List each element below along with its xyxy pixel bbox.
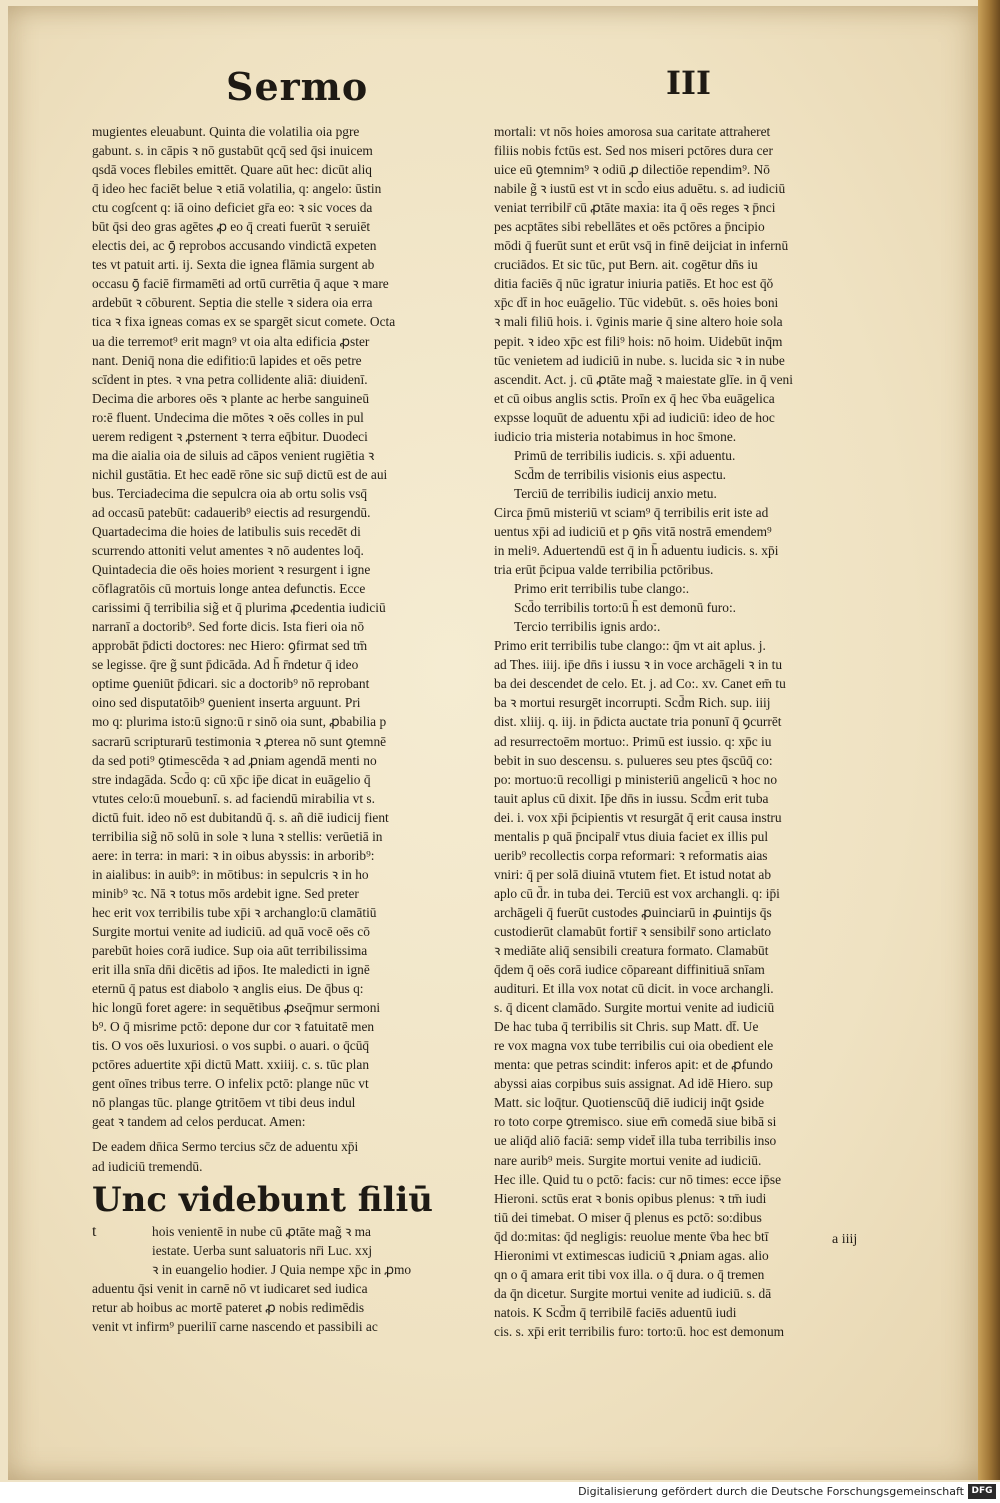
incipit-text: iestate. Uerba sunt saluatoris nr̄i Luc. xxj — [152, 1242, 373, 1258]
text-line: Hieronimi vt extimescas iudiciū ꝛ ꝓniam agas. alio — [494, 1247, 769, 1263]
text-line: abyssi aias corpibus suis assignat. Ad idē Hiero. sup — [494, 1076, 773, 1092]
text-line: gent oīnes tribus terre. O infelix pctō: plange nūc vt — [92, 1076, 369, 1092]
folio-number: III — [666, 64, 711, 102]
text-line: uice eū ꝯtemnim⁹ ꝛ odiū ꝓ dilectiōe rependim⁹. Nō — [494, 162, 770, 178]
right-column-text-a — [494, 122, 882, 446]
text-line: nabile g̃ ꝛ iustū est vt in scd̄o eius aduētu. s. ad iudiciū — [494, 181, 786, 197]
incipit-line — [92, 1260, 476, 1279]
text-line: ditia faciēs q̄ nūc igratur iniuria patiēs. Et hoc est q̄ŏ — [494, 276, 774, 292]
text-line: ardebūt ꝛ cōburent. Septia die stelle ꝛ sidera oia erra — [92, 295, 373, 311]
text-line: hic longū foret agere: in sequētibus ꝓseq̄mur sermoni — [92, 1000, 381, 1016]
incipit-line — [92, 1241, 476, 1260]
guide-letter: t — [92, 1222, 97, 1240]
text-line: dist. xliij. q. iij. in p̄dicta auctate tria ponunī q̄ ꝯcurrēt — [494, 714, 782, 730]
text-line: da q̄n dicetur. Surgite mortui venite ad iudiciū. s. dā — [494, 1285, 772, 1301]
text-line: dictū fuit. ideo nō est dubitandū q̄. s. añ diē iudicij fient — [92, 809, 389, 825]
text-line: ua die terremot⁹ erit magn⁹ vt oia alta edificia ꝓster — [92, 333, 370, 349]
text-line: cruciādos. Et sic tūc, put Bern. ait. cogētur dn̄s iu — [494, 257, 758, 273]
text-line: erit illa snīa dn̄i dicētis ad ip̄os. Ite maledicti in ignē — [92, 962, 370, 978]
text-line: vniri: q̄ per solā diuinā vtutem fiet. Et istud notat ab — [494, 866, 772, 882]
text-line: electis dei, ac ꝯ̄ reprobos accusando vindictā expeten — [92, 238, 377, 254]
text-line: uerib⁹ recollectis corpa reformari: ꝛ reformatis aias — [494, 847, 768, 863]
right-column — [494, 122, 882, 1341]
text-line: stre indagāda. Scd̄o q: cū xp̄c ip̄e dicat in euāgelio q̄ — [92, 771, 371, 787]
text-line: Matt. sic loq̄tur. Quotienscūq̄ diē iudicij inq̄t ꝯside — [494, 1095, 765, 1111]
text-line: mugientes eleuabunt. Quinta die volatilia oia pgre — [92, 124, 360, 139]
text-line: aere: in terra: in mari: ꝛ in oibus abyssis: in arborib⁹: — [92, 847, 375, 863]
text-line: bebit in suo descensu. s. pulueres seu ptes q̄scūq̄ co: — [494, 752, 773, 768]
book-page — [8, 6, 992, 1480]
incipit-line — [92, 1222, 476, 1241]
text-line: q̄d do:mitas: q̄d negligis: reuolue mente v̄ba hec btī — [494, 1228, 769, 1244]
text-line: iudicio tria misteria notabimus in hoc s̄mone. — [494, 428, 737, 444]
text-line: ctu cogſcent q: iā oino deficiet gr̄a eo: ꝛ sic voces da — [92, 200, 373, 216]
text-line: mortali: vt nōs hoies amorosa sua caritate attraheret — [494, 124, 771, 139]
text-line: filiis nobis fctūs est. Sed nos miseri pctōres dura cer — [494, 143, 773, 159]
text-line: in aialibus: in auib⁹: in mōtibus: in sepulcris ꝛ in ho — [92, 866, 369, 882]
text-line: mōdi q̄ fuerūt sunt et erūt vsq̄ in finē deijciat in infernū — [494, 238, 789, 254]
text-line: approbāt p̄dicti doctores: nec Hiero: ꝯfirmat sed tm̄ — [92, 638, 368, 654]
text-line: in meliꝰ. Aduertendū est q̄ in h̄ aduentu iudicis. s. xp̄i — [494, 543, 779, 559]
text-line: būt q̄si deo gras agētes ꝓ eo q̄ creati fuerūt ꝛ seruiēt — [92, 219, 371, 235]
text-line: aduentu q̄si venit in carnē nō vt iudicaret sed iudica — [92, 1280, 368, 1296]
text-line: ro:ē fluent. Undecima die mōtes ꝛ oēs colles in pul — [92, 409, 364, 425]
text-line: Decima die arbores oēs ꝛ plante ac herbe sanguineū — [92, 390, 370, 406]
text-line: ma die aialia oia de siluis ad cāpos venient rugiētia ꝛ — [92, 447, 375, 463]
text-line: tica ꝛ fixa igneas comas ex se spargēt sicut comete. Octa — [92, 314, 396, 330]
text-line: De hac tuba q̄ terribilis sit Chris. sup Matt. dt̄. Ue — [494, 1019, 759, 1035]
list-item: Scd̄m de terribilis visionis eius aspectu. — [514, 466, 726, 482]
text-line: ad resurrectoēm mortuo:. Primū est iussio. q: xp̄c iu — [494, 733, 772, 749]
text-line: gabunt. s. in cāpis ꝛ nō gustabūt qcq̄ sed q̄si inuicem — [92, 143, 373, 159]
left-column-text — [92, 122, 476, 1131]
text-line: tiū dei timebat. O miser q̄ plenus es pctō: so:dibus — [494, 1209, 762, 1225]
text-line: mentalis p quā p̄ncipalr̄ vtus diuia faciet ex illis pul — [494, 828, 769, 844]
text-line: aplo cū d̄r. in tuba dei. Terciū est vox archangli. q: ip̄i — [494, 885, 780, 901]
text-line: et cū oibus anglis sctis. Proīn ex q̄ hec v̄ba euāgelica — [494, 390, 775, 406]
text-line: nant. Deniq̄ nona die edifitio:ū lapides et oēs petre — [92, 352, 362, 368]
text-line: hec erit vox terribilis tube xp̄i ꝛ archanglo:ū clamātiū — [92, 904, 377, 920]
text-line: da sed poti⁹ ꝯtimescēda ꝛ ad ꝓniam agendā menti no — [92, 752, 377, 768]
funding-credit: Digitalisierung gefördert durch die Deutsche Forschungsgemeinschaft — [578, 1485, 964, 1498]
heading-line: ad iudiciū tremendū. — [92, 1158, 203, 1174]
text-line: re vox magna vox tube terribilis cui oia obedient ele — [494, 1038, 774, 1054]
text-line: s. q̄ dicent clamādo. Surgite mortui venite ad iudiciū — [494, 1000, 775, 1016]
list-item: Primū de terribilis iudicis. s. xp̄i aduentu. — [514, 447, 736, 463]
text-line: minib⁹ ꝛc. Nā ꝛ totus mōs ardebit igne. Sed preter — [92, 885, 359, 901]
text-line: nare aurib⁹ meis. Surgite mortui venite ad iudiciū. — [494, 1152, 762, 1168]
text-line: optime ꝯueniūt p̄dicari. sic a doctorib⁹ nō reprobant — [92, 676, 370, 692]
text-line: geat ꝛ tandem ad celos perducat. Amen: — [92, 1114, 306, 1130]
text-line: se legisse. q̄re g̃ sunt p̄dicāda. Ad h̄ r̄ndetur q̄ ideo — [92, 657, 359, 673]
text-line: qn o q̄ amara erit tibi vox illa. o q̄ dura. o q̄ tremen — [494, 1266, 765, 1282]
right-list-terrors — [494, 579, 882, 636]
incipit-text: hois venientē in nube cū ꝓtāte mag̃ ꝛ ma — [152, 1223, 372, 1239]
text-line: ꝛ mali filiū hois. i. v̄ginis marie q̄ sine altero hoie sola — [494, 314, 783, 330]
text-line: nichil gustātia. Et hec eadē rōne sic sup̄ dictū est de aui — [92, 466, 388, 482]
text-line: tūc venietem ad iudiciū in nube. s. lucida sic ꝛ in nube — [494, 352, 785, 368]
text-line: occasu ꝯ̄ faciē firmamēti ad ortū currētia q̄ aque ꝛ mare — [92, 276, 389, 292]
left-column-tail — [92, 1279, 476, 1336]
text-line: pes acptātes sibi rebellātes et oēs pctōres a p̄ncipio — [494, 219, 765, 235]
text-line: q̄ ideo hec faciēt belue ꝛ etiā volatilia, q: angelo: ūstin — [92, 181, 382, 197]
text-line: Surgite mortui venite ad iudiciū. ad quā vocē oēs cō — [92, 923, 370, 939]
text-line: custodierūt clamabūt fortir̄ ꝛ sensibilr̄ sono articlato — [494, 923, 772, 939]
list-item: Primo erit terribilis tube clango:. — [514, 581, 690, 597]
list-item: Scd̄o terribilis torto:ū h̄ est demonū furo:. — [514, 600, 737, 616]
text-line: archāgeli q̄ fuerūt custodes ꝓuinciarū in ꝓuintijs q̄s — [494, 904, 772, 920]
text-line: ue aliq̄d aliō faciā: semp videt̄ illa tuba terribilis inso — [494, 1133, 777, 1149]
dfg-logo: DFG — [968, 1484, 996, 1499]
text-line: pctōres aduertite xp̄i dictū Matt. xxiiij. c. s. tūc plan — [92, 1057, 370, 1073]
text-line: eternū q̄ patus est diabolo ꝛ anglis eius. De q̄bus q: — [92, 981, 364, 997]
text-line: parebūt hoies corā iudice. Sup oia aūt terribilissima — [92, 943, 368, 959]
text-line: pepit. ꝛ ideo xp̄c est fili⁹ hois: nō hoim. Uidebūt inq̄m — [494, 333, 783, 349]
text-line: ad occasū patebūt: cadauerib⁹ eiectis ad resurgendū. — [92, 504, 371, 520]
text-line: Primo erit terribilis tube clango:: q̄m vt ait aplus. j. — [494, 638, 766, 654]
text-line: uentus xp̄i ad iudiciū et p ꝯn̄s vitā nostrā emendem⁹ — [494, 523, 772, 539]
text-line: ascendit. Act. j. cū ꝓtāte mag̃ ꝛ maiestate glīe. in q̄ veni — [494, 371, 793, 387]
text-line: terribilia sig̃ nō solū in sole ꝛ luna ꝛ stellis: verūetiā in — [92, 828, 383, 844]
text-line: tis. O vos oēs luxuriosi. o vos supbi. o auari. o q̄cūq̄ — [92, 1038, 370, 1054]
incipit-continuation — [92, 1222, 476, 1279]
text-line: q̄dem q̄ oēs corā iudice cōpareant diffinitiuā snīam — [494, 962, 765, 978]
text-line: dei. i. vox xp̄i p̄cipientis vt resurgāt q̄ erit causa instru — [494, 809, 782, 825]
text-line: ba ꝛ mortui resurgēt incorrupti. Scd̄m Rich. sup. iiij — [494, 695, 771, 711]
text-line: vtutes celo:ū mouebunī. s. ad faciendū mirabilia vt s. — [92, 790, 375, 806]
text-line: mo q: plurima isto:ū signo:ū r sinō oia sunt, ꝓbabilia p — [92, 714, 387, 730]
text-line: po: mortuo:ū recolligi p ministeriū angelicū ꝛ hoc no — [494, 771, 778, 787]
text-line: Hec ille. Quid tu o pctō: facis: cur nō times: ecce ip̄se — [494, 1171, 782, 1187]
text-line: ꝛ mediāte aliq̄ sensibili creatura formato. Clamabūt — [494, 943, 769, 959]
text-line: venit vt infirm⁹ pueriliī carne nascendo et passibili ac — [92, 1318, 378, 1334]
page-edge-shadow — [978, 0, 1000, 1480]
text-line: sacrarū scripturarū testimonia ꝛ ꝓterea nō sunt ꝯtemnē — [92, 733, 387, 749]
sermon-heading — [92, 1137, 476, 1175]
left-column — [92, 122, 476, 1336]
text-line: Quartadecima die hoies de latibulis suis recedēt di — [92, 523, 361, 539]
incipit-title: Unc videbunt filiū — [92, 1179, 434, 1220]
list-item: Terciū de terribilis iudicij anxio metu. — [514, 485, 717, 501]
text-line: qsdā voces flebiles emittēt. Quare aūt hec: dicūt aliq — [92, 162, 372, 178]
text-line: scurrendo attoniti velut amentes ꝛ nō audentes loq̄. — [92, 543, 364, 559]
text-line: b⁹. O q̄ misrime pctō: depone dur cor ꝛ fatuitatē men — [92, 1019, 375, 1035]
list-item: Tercio terribilis ignis ardo:. — [514, 619, 661, 635]
text-line: audituri. Et illa vox notat cū dicit. in voce archangli. — [494, 981, 774, 997]
text-line: natois. K Scd̄m q̄ terribilē faciēs aduentū iudi — [494, 1304, 737, 1320]
text-line: scīdent in ptes. ꝛ vna petra collidente aliā: diuidenī. — [92, 371, 368, 387]
text-line: cis. s. xp̄i erit terribilis furo: torto:ū. hoc est demonum — [494, 1323, 785, 1339]
text-line: ad Thes. iiij. ip̄e dn̄s i iussu ꝛ in voce archāgeli ꝛ in tu — [494, 657, 783, 673]
text-line: menta: que petras scindit: inferos apit: et de ꝓfundo — [494, 1057, 773, 1073]
right-list-mysteries — [494, 446, 882, 503]
right-column-text-b — [494, 503, 882, 579]
incipit-text: ꝛ in euangelio hodier. J Quia nempe xp̄c in ꝓmo — [152, 1261, 412, 1277]
text-line: narranī a doctorib⁹. Sed forte dicis. Ista fieri oia nō — [92, 619, 365, 635]
text-line: uerem redigent ꝛ ꝓsternent ꝛ terra eq̄bitur. Duodeci — [92, 428, 368, 444]
text-line: Quintadecia die oēs hoies morient ꝛ resurgent i igne — [92, 562, 371, 578]
text-line: veniat terribilr̄ cū ꝓtāte maxia: ita q̄ oēs reges ꝛ p̄nci — [494, 200, 776, 216]
text-line: nō plangas tūc. plange ꝯtritōem vt tibi deus indul — [92, 1095, 356, 1111]
text-line: tria erūt p̄cipua valde terribilia pctōribus. — [494, 562, 714, 578]
text-line: tes vt patuit arti. ij. Sexta die ignea flāmia surgent ab — [92, 257, 375, 273]
right-column-text-c — [494, 636, 882, 1341]
text-line: ro toto corpe ꝯtremisco. siue em̄ comedā siue bibā si — [494, 1114, 777, 1130]
text-line: oino sed disputatōib⁹ ꝯuenient inserta arguunt. Pri — [92, 695, 361, 711]
text-line: Circa p̄mū misteriū vt sciam⁹ q̄ terribilis erit iste ad — [494, 504, 769, 520]
signature-mark: a iiij — [832, 1232, 858, 1247]
running-head-title: Sermo — [226, 64, 369, 109]
heading-line: De eadem dn̄ica Sermo tercius sc̄z de aduentu xp̄i — [92, 1139, 359, 1155]
text-line: expsse loquūt de aduentu xp̄i ad iudiciū: ideo de hoc — [494, 409, 775, 425]
text-line: retur ab hoibus ac mortē pateret ꝓ nobis redimēdis — [92, 1299, 365, 1315]
text-line: Hieroni. sctūs erat ꝛ bonis opibus plenus: ꝛ tm̄ iudi — [494, 1190, 767, 1206]
footer-bar — [0, 1482, 1000, 1503]
text-line: ba dei descendet de celo. Et. j. ad Co:. xv. Canet em̄ tu — [494, 676, 786, 692]
text-line: cōflagratōis cū mortuis longe antea defunctis. Ecce — [92, 581, 366, 597]
text-line: carissimi q̄ terribilia sig̃ et q̄ plurima ꝓcedentia iudiciū — [92, 600, 386, 616]
text-line: bus. Terciadecima die sepulcra oia ab ortu solis vsq̄ — [92, 485, 368, 501]
text-line: tauit aplus cū dixit. Ip̄e dn̄s in iussu. Scd̄m erit tuba — [494, 790, 769, 806]
text-line: xp̄c dt̄ in hoc euāgelio. Tūc videbūt. s. oēs hoies boni — [494, 295, 779, 311]
